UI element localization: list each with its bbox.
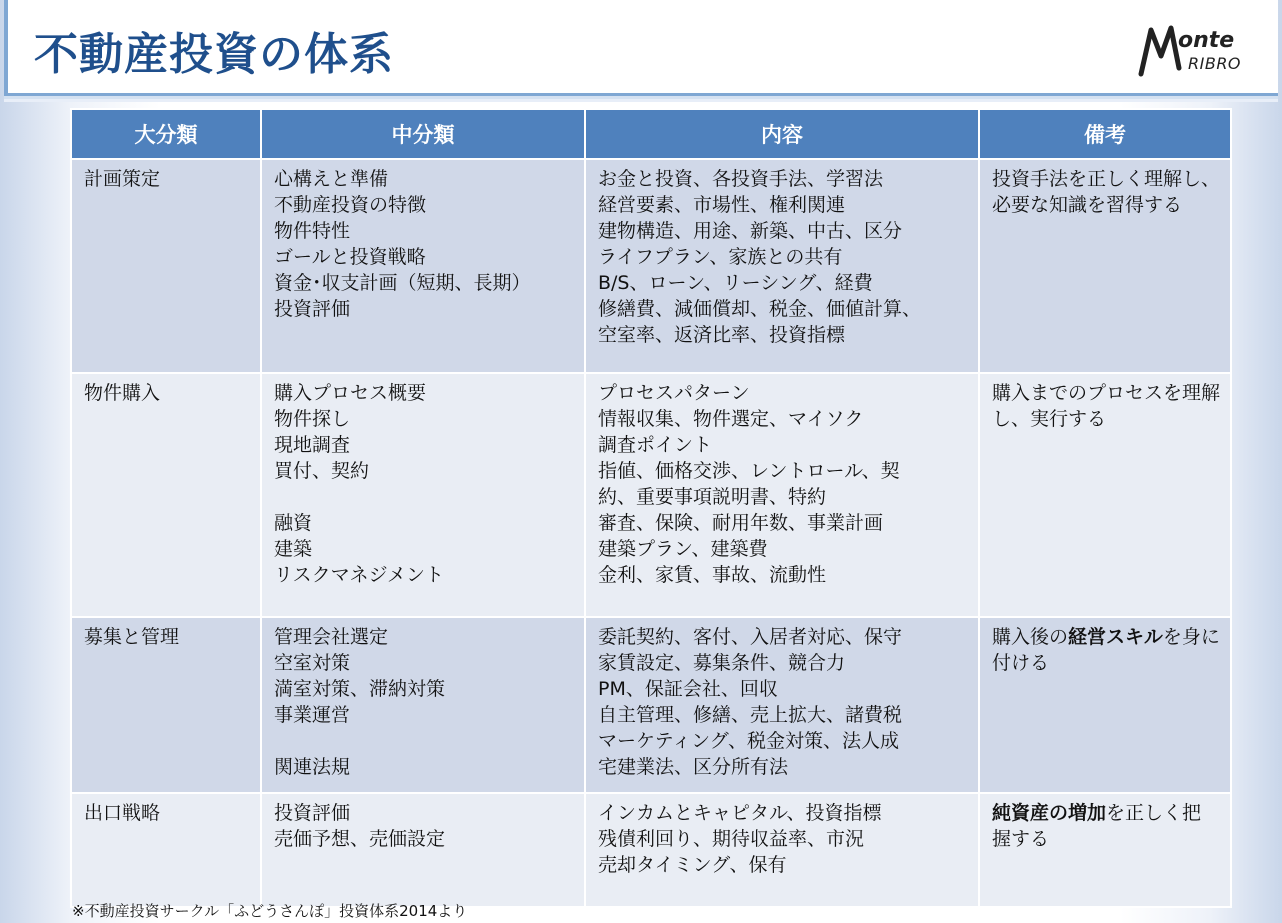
note-text: [992, 380, 1220, 432]
content-item: 建物構造、用途、新築、中古、区分: [598, 220, 903, 242]
investment-system-table: [70, 108, 1232, 908]
note-text: [992, 800, 1220, 852]
table-header-row: [71, 109, 1231, 159]
content-item: 宅建業法、区分所有法: [598, 756, 789, 778]
subcategory-item: 心構えと準備: [274, 168, 389, 190]
cell-category: 出口戦略: [71, 793, 261, 907]
note-segment: を身に付ける: [992, 626, 1220, 674]
cell-content: [585, 373, 979, 617]
cell-content: [585, 793, 979, 907]
subcategory-item: ゴールと投資戦略: [274, 246, 426, 268]
subcategory-item: [274, 728, 574, 754]
content-item: B/S、ローン、リーシング、経費: [598, 272, 873, 294]
cell-subcategory: [261, 159, 585, 373]
subcategory-item: 物件探し: [274, 408, 351, 430]
subcategory-item: 管理会社選定: [274, 626, 389, 648]
content-item: 委託契約、客付、入居者対応、保守: [598, 626, 903, 648]
content-item: 修繕費、減価償却、税金、価値計算、: [598, 298, 922, 320]
note-segment: を正しく把握する: [992, 802, 1202, 850]
subcategory-item: 投資評価: [274, 298, 351, 320]
subcategory-item: 建築: [274, 538, 313, 560]
subcategory-item: 空室対策: [274, 652, 351, 674]
content-item: マーケティング、税金対策、法人成: [598, 730, 899, 752]
subcategory-item: 買付、契約: [274, 460, 370, 482]
content-item: 金利、家賃、事故、流動性: [598, 564, 827, 586]
cell-content: [585, 159, 979, 373]
content-item: インカムとキャピタル、投資指標: [598, 802, 882, 824]
content-item: 建築プラン、建築費: [598, 538, 768, 560]
content-item: お金と投資、各投資手法、学習法: [598, 168, 884, 190]
content-item: 審査、保険、耐用年数、事業計画: [598, 512, 884, 534]
footnote: ※不動産投資サークル「ふどうさんぽ」投資体系2014より: [72, 902, 468, 920]
content-item: PM、保証会社、回収: [598, 678, 778, 700]
subcategory-item: 物件特性: [274, 220, 351, 242]
monte-ribro-logo: [1136, 22, 1256, 80]
subcategory-item: [274, 484, 574, 510]
content-item: 残債利回り、期待収益率、市況: [598, 828, 865, 850]
note-emphasis: 経営スキル: [1068, 626, 1163, 648]
subcategory-item: 投資評価: [274, 802, 351, 824]
content-item: 指値、価格交渉、レントロール、契: [598, 460, 900, 482]
content-item: 売却タイミング、保有: [598, 854, 787, 876]
content-item: 自主管理、修繕、売上拡大、諸費税: [598, 704, 903, 726]
cell-notes: [979, 373, 1231, 617]
subcategory-item: 満室対策、滞納対策: [274, 678, 446, 700]
page-title: 不動産投資の体系: [34, 29, 394, 80]
subcategory-item: リスクマネジメント: [274, 564, 445, 586]
content-item: ライフプラン、家族との共有: [598, 246, 843, 268]
subcategory-item: 現地調査: [274, 434, 351, 456]
cell-subcategory: [261, 373, 585, 617]
cell-subcategory: [261, 617, 585, 793]
content-item: 経営要素、市場性、権利関連: [598, 194, 846, 216]
table-row: [71, 159, 1231, 373]
subcategory-item: 融資: [274, 512, 313, 534]
content-item: プロセスパターン: [598, 382, 750, 404]
subcategory-item: 不動産投資の特徴: [274, 194, 427, 216]
note-segment: 購入までのプロセスを理解し、実行する: [992, 382, 1221, 430]
note-emphasis: 純資産の増加: [992, 802, 1107, 824]
note-text: [992, 624, 1220, 676]
header-category: 大分類: [71, 109, 261, 159]
header-notes: 備考: [979, 109, 1231, 159]
logo-text-main: onte: [1178, 28, 1235, 53]
note-text: [992, 166, 1220, 218]
cell-category: 計画策定: [71, 159, 261, 373]
header-content: 内容: [585, 109, 979, 159]
cell-notes: [979, 793, 1231, 907]
cell-notes: [979, 617, 1231, 793]
content-item: 約、重要事項説明書、特約: [598, 486, 827, 508]
table-row: [71, 373, 1231, 617]
subcategory-item: 購入プロセス概要: [274, 382, 427, 404]
subcategory-item: 事業運営: [274, 704, 351, 726]
note-segment: 購入後の: [992, 626, 1069, 648]
cell-category: 募集と管理: [71, 617, 261, 793]
content-item: 空室率、返済比率、投資指標: [598, 324, 846, 346]
content-item: 調査ポイント: [598, 434, 713, 456]
table-row: [71, 793, 1231, 907]
cell-subcategory: [261, 793, 585, 907]
subcategory-item: 関連法規: [274, 756, 351, 778]
content-item: 情報収集、物件選定、マイソク: [598, 408, 864, 430]
note-segment: 投資手法を正しく理解し、必要な知識を習得する: [992, 168, 1221, 216]
logo-text-sub: RIBRO: [1188, 54, 1242, 73]
subcategory-item: 売価予想、売価設定: [274, 828, 446, 850]
table-row: [71, 617, 1231, 793]
header-subcategory: 中分類: [261, 109, 585, 159]
header-bar: [4, 0, 1278, 96]
content-item: 家賃設定、募集条件、競合力: [598, 652, 846, 674]
cell-content: [585, 617, 979, 793]
cell-category: 物件購入: [71, 373, 261, 617]
subcategory-item: 資金･収支計画（短期、長期）: [274, 272, 531, 294]
cell-notes: [979, 159, 1231, 373]
